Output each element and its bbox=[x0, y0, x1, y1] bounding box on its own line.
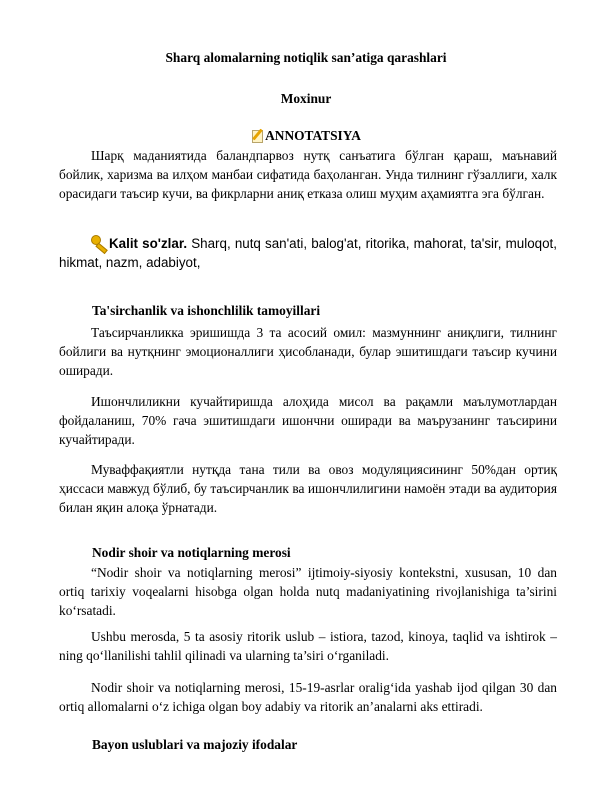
document-title: Sharq alomalarning notiqlik san’atiga qarashlari bbox=[165, 50, 447, 65]
key-icon bbox=[91, 235, 107, 251]
section-heading-styles: Bayon uslublari va majoziy ifodalar bbox=[92, 737, 298, 752]
section2-paragraph-1: “Nodir shoir va notiqlarning merosi” ijtimoiy-siyosiy kontekstni, xususan, 10 dan ortiq tarixiy voqealarni hisobga olgan holda nutq madaniyatining rivojlanishiga ta’sirini ko‘rsatadi. bbox=[59, 565, 557, 618]
section1-paragraph-1: Таъсирчанликка эришишда 3 та асосий омил: мазмуннинг аниқлиги, тилнинг бойлиги ва нутқнинг эмоционаллиги ҳисобланади, булар эшитишдаги таъсир кучини оширади. bbox=[59, 325, 557, 378]
keywords-text: Sharq, nutq san'ati, balog'at, ritorika, mahorat, ta'sir, muloqot, hikmat, nazm, adabiyot, bbox=[59, 236, 557, 270]
section-heading-credibility: Ta'sirchanlik va ishonchlilik tamoyillari bbox=[92, 303, 321, 318]
section1-paragraph-3: Муваффақиятли нутқда тана тили ва овоз модуляциясининг 50%дан ортиқ ҳиссаси мавжуд бўлиб, бу таъсирчанлик ва ишончлилигини намоён этади ва аудитория билан яқин алоқа ўрнатади. bbox=[59, 462, 557, 515]
section2-paragraph-2: Ushbu merosda, 5 ta asosiy ritorik uslub – istiora, tazod, kinoya, taqlid va ishtirok –ning qo‘llanilishi tahlil qilinadi va ularning ta’siri o‘rganiladi. bbox=[59, 629, 557, 663]
annotation-heading-row bbox=[0, 128, 612, 144]
annotation-paragraph: Шарқ маданиятида баландпарвоз нутқ санъатига бўлган қараш, маънавий бойлик, харизма ва илҳом манбаи сифатида баҳоланган. Унда тилнинг гўзаллиги, халк орасидаги таъсир кучи, ва фикрларни аниқ етказа олиш муҳим аҳамиятга эга бўлган. bbox=[59, 148, 557, 201]
author-name: Moxinur bbox=[280, 91, 332, 106]
memo-icon bbox=[251, 128, 264, 142]
section2-paragraph-3: Nodir shoir va notiqlarning merosi, 15-19-asrlar oralig‘ida yashab ijod qilgan 30 dan ortiq allomalarni o‘z ichiga olgan boy adabiy va ritorik an’analarni aks ettiradi. bbox=[59, 680, 557, 714]
keywords-paragraph bbox=[59, 234, 557, 272]
annotation-heading: ANNOTATSIYA bbox=[265, 128, 361, 143]
section-heading-legacy: Nodir shoir va notiqlarning merosi bbox=[92, 545, 291, 560]
keywords-label: Kalit so'zlar. bbox=[109, 236, 188, 251]
section1-paragraph-2: Ишончлиликни кучайтиришда алоҳида мисол ва рақамли маълумотлардан фойдаланиш, 70% гача эшитишдаги ишончни оширади ва маърузанинг таъсирини кучайтиради. bbox=[59, 394, 557, 447]
